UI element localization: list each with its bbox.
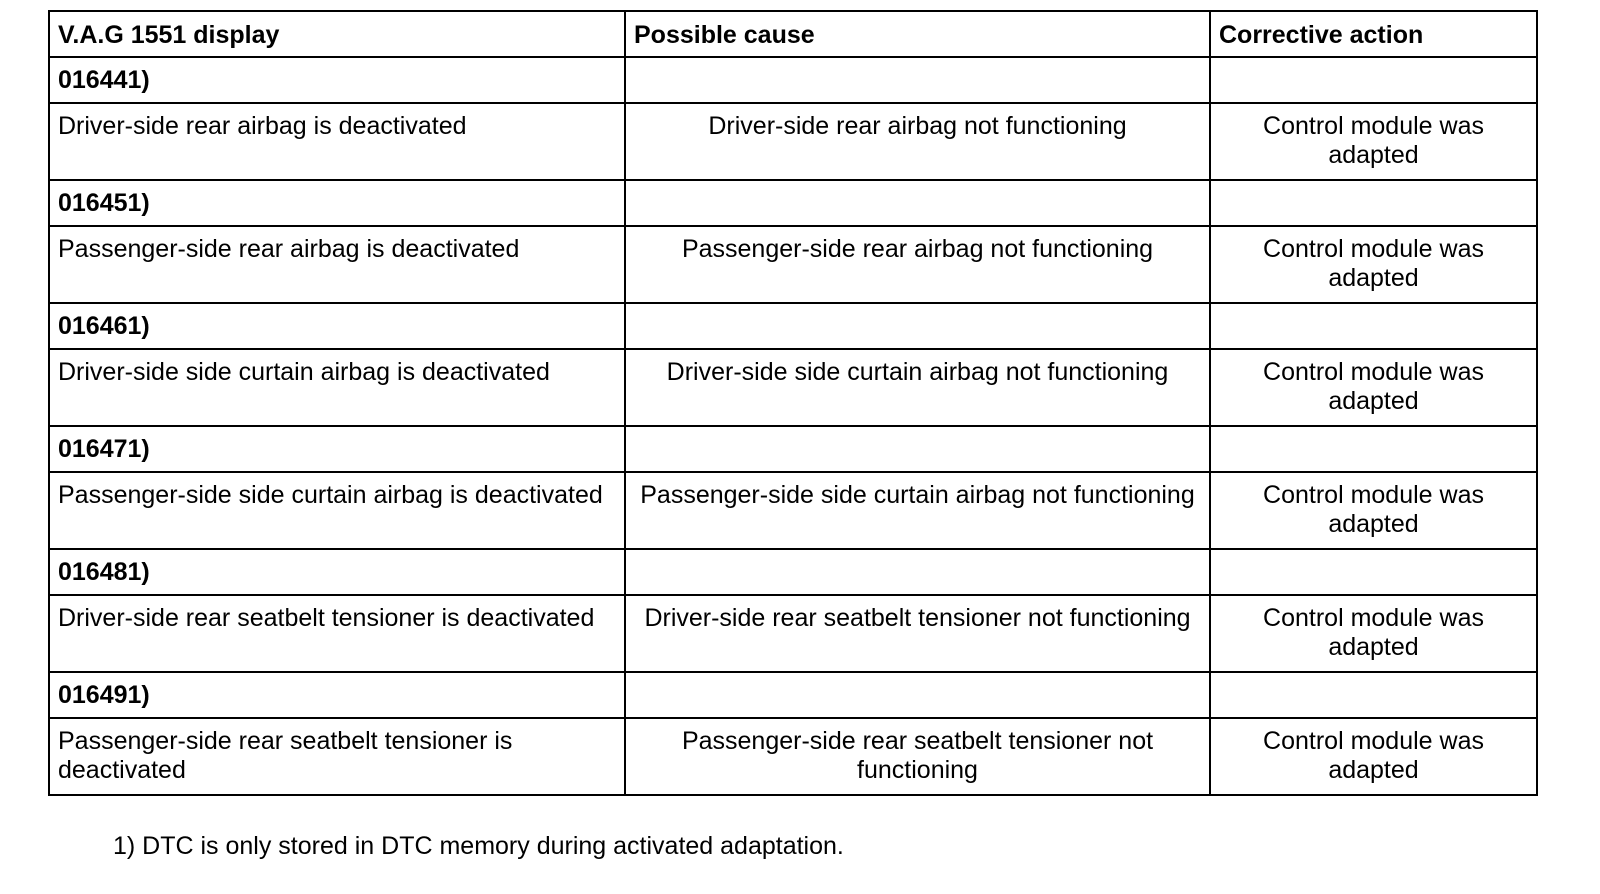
header-action: Corrective action [1210, 11, 1537, 57]
action-text: Control module was adapted [1210, 103, 1537, 180]
table-row [49, 595, 1537, 672]
table-row-code [49, 303, 1537, 349]
cause-text: Driver-side side curtain airbag not functioning [625, 349, 1210, 426]
action-text: Control module was adapted [1210, 349, 1537, 426]
table-row-code [49, 180, 1537, 226]
display-text: Driver-side rear airbag is deactivated [49, 103, 625, 180]
table-row-code [49, 672, 1537, 718]
table-row-code [49, 426, 1537, 472]
empty-cell [625, 180, 1210, 226]
cause-text: Driver-side rear seatbelt tensioner not functioning [625, 595, 1210, 672]
action-text: Control module was adapted [1210, 718, 1537, 795]
cause-text: Passenger-side rear airbag not functioning [625, 226, 1210, 303]
empty-cell [625, 672, 1210, 718]
dtc-code: 016481) [49, 549, 625, 595]
header-cause: Possible cause [625, 11, 1210, 57]
display-text: Passenger-side rear airbag is deactivated [49, 226, 625, 303]
empty-cell [625, 303, 1210, 349]
empty-cell [1210, 426, 1537, 472]
action-text: Control module was adapted [1210, 226, 1537, 303]
table-row [49, 349, 1537, 426]
table-header-row [49, 11, 1537, 57]
dtc-code: 016451) [49, 180, 625, 226]
dtc-code: 016491) [49, 672, 625, 718]
table-row-code [49, 549, 1537, 595]
header-display: V.A.G 1551 display [49, 11, 625, 57]
action-text: Control module was adapted [1210, 595, 1537, 672]
empty-cell [1210, 672, 1537, 718]
dtc-code: 016441) [49, 57, 625, 103]
display-text: Passenger-side rear seatbelt tensioner is deactivated [49, 718, 625, 795]
display-text: Passenger-side side curtain airbag is deactivated [49, 472, 625, 549]
empty-cell [1210, 180, 1537, 226]
empty-cell [625, 57, 1210, 103]
empty-cell [625, 426, 1210, 472]
dtc-table [48, 10, 1538, 796]
table-row [49, 226, 1537, 303]
cause-text: Passenger-side rear seatbelt tensioner not functioning [625, 718, 1210, 795]
empty-cell [1210, 57, 1537, 103]
dtc-code: 016471) [49, 426, 625, 472]
cause-text: Driver-side rear airbag not functioning [625, 103, 1210, 180]
empty-cell [1210, 549, 1537, 595]
table-row-code [49, 57, 1537, 103]
empty-cell [625, 549, 1210, 595]
dtc-code: 016461) [49, 303, 625, 349]
empty-cell [1210, 303, 1537, 349]
table-row [49, 718, 1537, 795]
display-text: Driver-side side curtain airbag is deactivated [49, 349, 625, 426]
display-text: Driver-side rear seatbelt tensioner is deactivated [49, 595, 625, 672]
cause-text: Passenger-side side curtain airbag not functioning [625, 472, 1210, 549]
footnote: 1) DTC is only stored in DTC memory during activated adaptation. [113, 832, 844, 860]
action-text: Control module was adapted [1210, 472, 1537, 549]
table-row [49, 103, 1537, 180]
table-row [49, 472, 1537, 549]
